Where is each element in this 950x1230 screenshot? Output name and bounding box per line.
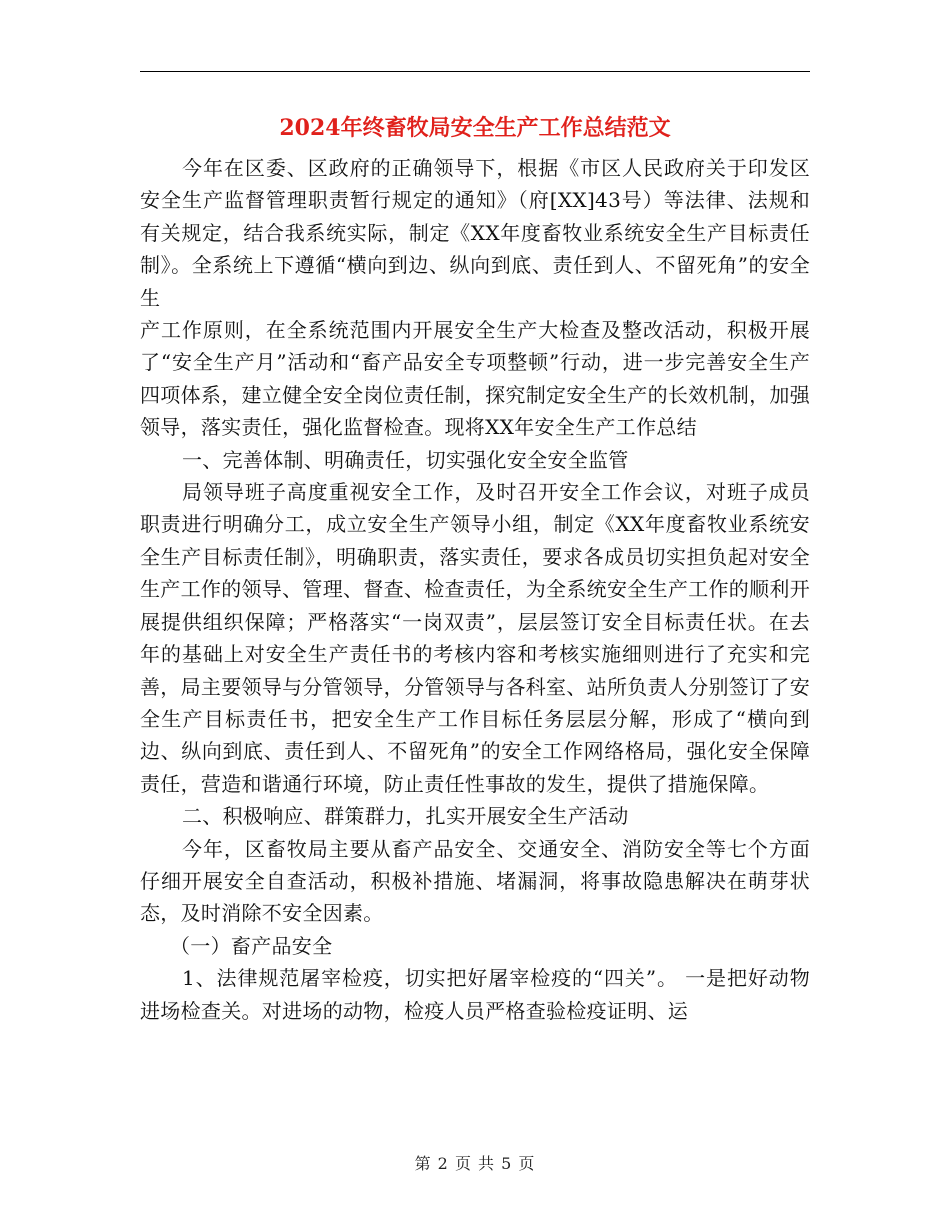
section-heading-2: 二、积极响应、群策群力，扎实开展安全生产活动 — [182, 804, 629, 829]
paragraph-intro-continued: 产工作原则，在全系统范围内开展安全生产大检查及整改活动，积极开展了“安全生产月”活动和“畜产品安全专项整顿”行动，进一步完善安全生产四项体系，建立健全安全岗位责任制，探究制定安全生产的长效机制，加强领导，落实责任，强化监督检查。现将XX年安全生产工作总结 — [140, 318, 810, 440]
paragraph-subsection-1: 1、法律规范屠宰检疫，切实把好屠宰检疫的“四关”。 一是把好动物进场检查关。对进场的动物，检疫人员严格查验检疫证明、运 — [140, 966, 810, 1023]
document-body — [140, 152, 810, 1027]
document-title: 2024年终畜牧局安全生产工作总结范文 — [279, 115, 671, 141]
header-rule — [140, 71, 810, 72]
subsection-heading-1: （一）畜产品安全 — [170, 933, 333, 958]
paragraph-intro: 今年在区委、区政府的正确领导下，根据《市区人民政府关于印发区安全生产监督管理职责暂行规定的通知》（府[XX]43号）等法律、法规和有关规定，结合我系统实际，制定《XX年度畜牧业系统安全生产目标责任制》。全系统上下遵循“横向到边、纵向到底、责任到人、不留死角”的安全生 — [140, 156, 810, 310]
paragraph-section-1: 局领导班子高度重视安全工作，及时召开安全工作会议，对班子成员职责进行明确分工，成立安全生产领导小组，制定《XX年度畜牧业系统安全生产目标责任制》，明确职责，落实责任，要求各成员切实担负起对安全生产工作的领导、管理、督查、检查责任，为全系统安全生产工作的顺利开展提供组织保障；严格落实“一岗双责”，层层签订安全目标责任状。在去年的基础上对安全生产责任书的考核内容和考核实施细则进行了充实和完善，局主要领导与分管领导，分管领导与各科室、站所负责人分别签订了安全生产目标责任书，把安全生产工作目标任务层层分解，形成了“横向到边、纵向到底、责任到人、不留死角”的安全工作网络格局，强化安全保障责任，营造和谐通行环境，防止责任性事故的发生，提供了措施保障。 — [140, 480, 810, 796]
section-heading-1: 一、完善体制、明确责任，切实强化安全安全监管 — [182, 447, 629, 472]
paragraph-section-2: 今年，区畜牧局主要从畜产品安全、交通安全、消防安全等七个方面仔细开展安全自查活动，积极补措施、堵漏洞，将事故隐患解决在萌芽状态，及时消除不安全因素。 — [140, 836, 810, 926]
page-footer: 第 2 页 共 5 页 — [414, 1154, 536, 1173]
